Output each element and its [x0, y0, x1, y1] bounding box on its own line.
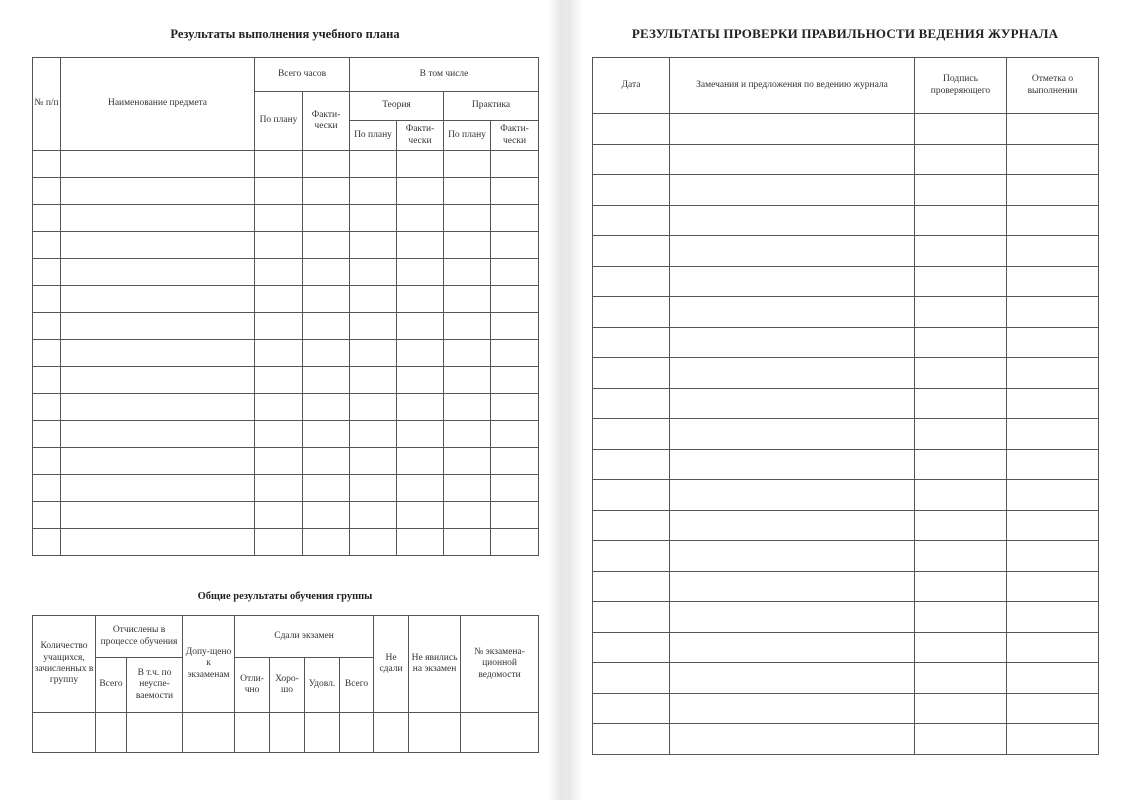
table-cell	[1007, 541, 1099, 572]
table-row	[593, 266, 1099, 297]
table-cell	[397, 232, 444, 259]
plan-title: Результаты выполнения учебного плана	[170, 27, 400, 41]
table-cell	[593, 602, 670, 633]
table-row	[593, 175, 1099, 206]
table-row	[33, 340, 539, 367]
table-row	[593, 205, 1099, 236]
table-cell	[670, 327, 915, 358]
table-cell	[255, 394, 303, 421]
table-cell	[183, 713, 235, 753]
table-cell	[915, 510, 1007, 541]
table-cell	[303, 448, 350, 475]
table-cell	[593, 571, 670, 602]
satisfactory-header: Удовл.	[305, 658, 340, 713]
table-cell	[1007, 327, 1099, 358]
table-cell	[397, 367, 444, 394]
table-cell	[1007, 266, 1099, 297]
table-cell	[303, 502, 350, 529]
table-cell	[61, 178, 255, 205]
table-cell	[33, 232, 61, 259]
table-cell	[670, 388, 915, 419]
table-cell	[1007, 236, 1099, 267]
table-cell	[444, 475, 491, 502]
table-cell	[303, 232, 350, 259]
table-cell	[397, 205, 444, 232]
table-cell	[350, 178, 397, 205]
table-cell	[61, 367, 255, 394]
table-cell	[1007, 632, 1099, 663]
table-cell	[397, 178, 444, 205]
table-cell	[444, 367, 491, 394]
table-cell	[915, 480, 1007, 511]
page-gutter-shadow-left	[548, 0, 562, 800]
table-cell	[670, 358, 915, 389]
results-entry-row	[33, 713, 539, 753]
table-cell	[915, 449, 1007, 480]
table-cell	[33, 178, 61, 205]
table-cell	[61, 286, 255, 313]
table-cell	[255, 286, 303, 313]
table-cell	[33, 713, 96, 753]
table-cell	[915, 205, 1007, 236]
table-cell	[444, 151, 491, 178]
table-cell	[397, 286, 444, 313]
table-cell	[61, 313, 255, 340]
table-cell	[1007, 449, 1099, 480]
table-cell	[915, 175, 1007, 206]
table-cell	[491, 421, 539, 448]
table-cell	[593, 114, 670, 145]
table-cell	[461, 713, 539, 753]
not-appeared-header: Не явились на экзамен	[409, 616, 461, 713]
table-cell	[1007, 388, 1099, 419]
table-cell	[255, 367, 303, 394]
table-cell	[670, 663, 915, 694]
date-header: Дата	[593, 58, 670, 114]
table-row	[593, 144, 1099, 175]
table-cell	[350, 286, 397, 313]
practice-header: Практика	[444, 92, 539, 121]
table-cell	[350, 448, 397, 475]
excellent-header: Отли-чно	[235, 658, 270, 713]
table-cell	[305, 713, 340, 753]
table-cell	[303, 178, 350, 205]
table-cell	[397, 394, 444, 421]
table-cell	[397, 340, 444, 367]
table-row	[33, 286, 539, 313]
table-cell	[1007, 571, 1099, 602]
table-row	[33, 367, 539, 394]
table-cell	[915, 327, 1007, 358]
theory-by-plan-header: По плану	[350, 121, 397, 151]
table-cell	[33, 313, 61, 340]
table-row	[593, 419, 1099, 450]
table-row	[33, 394, 539, 421]
group-results-table	[32, 615, 539, 753]
table-cell	[1007, 205, 1099, 236]
table-cell	[670, 693, 915, 724]
table-cell	[593, 724, 670, 755]
table-cell	[350, 151, 397, 178]
table-cell	[409, 713, 461, 753]
table-cell	[235, 713, 270, 753]
table-row	[33, 448, 539, 475]
table-cell	[670, 571, 915, 602]
students-count-header: Количество учащихся, зачисленных в группу	[33, 616, 96, 713]
including-header: В том числе	[350, 58, 539, 92]
table-cell	[255, 259, 303, 286]
table-cell	[491, 394, 539, 421]
table-cell	[270, 713, 305, 753]
table-cell	[593, 693, 670, 724]
table-row	[33, 421, 539, 448]
table-row	[593, 114, 1099, 145]
table-cell	[1007, 144, 1099, 175]
table-cell	[915, 632, 1007, 663]
table-cell	[444, 178, 491, 205]
table-cell	[444, 421, 491, 448]
num-header: № п/п	[33, 58, 61, 151]
table-cell	[255, 421, 303, 448]
table-cell	[593, 175, 670, 206]
table-cell	[303, 259, 350, 286]
table-cell	[340, 713, 374, 753]
table-cell	[491, 286, 539, 313]
table-cell	[670, 541, 915, 572]
table-cell	[61, 448, 255, 475]
subject-header: Наименование предмета	[61, 58, 255, 151]
table-row	[593, 449, 1099, 480]
table-cell	[96, 713, 127, 753]
table-cell	[33, 475, 61, 502]
table-row	[593, 632, 1099, 663]
table-cell	[33, 340, 61, 367]
table-cell	[350, 502, 397, 529]
table-cell	[915, 114, 1007, 145]
table-cell	[593, 663, 670, 694]
table-cell	[491, 178, 539, 205]
table-cell	[61, 205, 255, 232]
table-cell	[1007, 114, 1099, 145]
completion-header: Отметка о выполнении	[1007, 58, 1099, 114]
table-row	[33, 529, 539, 556]
table-cell	[1007, 602, 1099, 633]
table-cell	[670, 419, 915, 450]
table-cell	[61, 232, 255, 259]
table-row	[593, 724, 1099, 755]
passed-exams-header: Сдали экзамен	[235, 616, 374, 658]
table-cell	[670, 114, 915, 145]
table-cell	[915, 144, 1007, 175]
table-cell	[303, 475, 350, 502]
table-cell	[444, 232, 491, 259]
table-cell	[1007, 510, 1099, 541]
table-cell	[255, 313, 303, 340]
table-cell	[670, 510, 915, 541]
table-cell	[255, 151, 303, 178]
table-cell	[33, 259, 61, 286]
table-cell	[593, 510, 670, 541]
table-cell	[491, 502, 539, 529]
theory-actual-header: Факти-чески	[397, 121, 444, 151]
table-cell	[255, 529, 303, 556]
table-cell	[255, 340, 303, 367]
table-cell	[350, 259, 397, 286]
table-cell	[1007, 358, 1099, 389]
table-cell	[670, 449, 915, 480]
table-cell	[593, 236, 670, 267]
not-passed-header: Не сдали	[374, 616, 409, 713]
table-cell	[374, 713, 409, 753]
table-cell	[593, 266, 670, 297]
expelled-header: Отчислены в процессе обучения	[96, 616, 183, 658]
table-cell	[33, 502, 61, 529]
table-cell	[1007, 724, 1099, 755]
table-cell	[255, 205, 303, 232]
table-cell	[33, 205, 61, 232]
table-cell	[444, 529, 491, 556]
table-row	[593, 236, 1099, 267]
table-cell	[1007, 297, 1099, 328]
theory-header: Теория	[350, 92, 444, 121]
table-cell	[491, 259, 539, 286]
table-cell	[915, 693, 1007, 724]
table-row	[593, 388, 1099, 419]
table-cell	[593, 388, 670, 419]
table-cell	[61, 259, 255, 286]
table-cell	[491, 475, 539, 502]
table-cell	[670, 266, 915, 297]
table-row	[593, 693, 1099, 724]
table-cell	[670, 144, 915, 175]
table-cell	[303, 205, 350, 232]
page-gutter-shadow-right	[568, 0, 582, 800]
table-cell	[444, 448, 491, 475]
remarks-header: Замечания и предложения по ведению журнала	[670, 58, 915, 114]
table-row	[593, 510, 1099, 541]
practice-by-plan-header: По плану	[444, 121, 491, 151]
table-row	[33, 151, 539, 178]
table-cell	[255, 502, 303, 529]
table-row	[593, 541, 1099, 572]
table-cell	[350, 475, 397, 502]
table-cell	[303, 313, 350, 340]
table-cell	[61, 394, 255, 421]
table-cell	[1007, 663, 1099, 694]
table-cell	[491, 232, 539, 259]
table-cell	[915, 236, 1007, 267]
table-cell	[444, 313, 491, 340]
table-cell	[350, 367, 397, 394]
table-cell	[915, 571, 1007, 602]
table-row	[33, 502, 539, 529]
table-cell	[350, 205, 397, 232]
table-cell	[593, 358, 670, 389]
table-row	[593, 358, 1099, 389]
table-cell	[303, 367, 350, 394]
table-cell	[350, 340, 397, 367]
table-cell	[33, 286, 61, 313]
table-cell	[915, 388, 1007, 419]
group-results-title: Общие результаты обучения группы	[197, 591, 373, 602]
table-cell	[670, 236, 915, 267]
table-cell	[915, 602, 1007, 633]
table-cell	[33, 529, 61, 556]
table-cell	[1007, 419, 1099, 450]
table-cell	[1007, 693, 1099, 724]
table-cell	[593, 541, 670, 572]
table-cell	[491, 340, 539, 367]
table-cell	[593, 327, 670, 358]
table-cell	[1007, 480, 1099, 511]
table-cell	[593, 144, 670, 175]
table-row	[33, 259, 539, 286]
table-cell	[397, 529, 444, 556]
table-cell	[491, 313, 539, 340]
table-cell	[670, 602, 915, 633]
table-cell	[593, 449, 670, 480]
table-cell	[350, 421, 397, 448]
table-cell	[303, 529, 350, 556]
table-cell	[33, 151, 61, 178]
table-cell	[397, 475, 444, 502]
table-cell	[255, 475, 303, 502]
table-cell	[61, 340, 255, 367]
table-cell	[303, 421, 350, 448]
table-cell	[444, 502, 491, 529]
table-cell	[593, 205, 670, 236]
table-cell	[670, 175, 915, 206]
table-cell	[33, 448, 61, 475]
table-row	[593, 480, 1099, 511]
table-row	[33, 205, 539, 232]
table-cell	[350, 394, 397, 421]
table-cell	[397, 151, 444, 178]
table-cell	[915, 541, 1007, 572]
table-cell	[397, 448, 444, 475]
signature-header: Подпись проверяющего	[915, 58, 1007, 114]
journal-check-table	[592, 57, 1099, 755]
table-cell	[397, 259, 444, 286]
table-cell	[491, 367, 539, 394]
table-row	[593, 663, 1099, 694]
expelled-failing-header: В т.ч. по неуспе-ваемости	[127, 658, 183, 713]
table-cell	[397, 421, 444, 448]
table-cell	[491, 205, 539, 232]
table-cell	[127, 713, 183, 753]
table-cell	[444, 394, 491, 421]
table-cell	[491, 448, 539, 475]
table-cell	[255, 178, 303, 205]
journal-title: РЕЗУЛЬТАТЫ ПРОВЕРКИ ПРАВИЛЬНОСТИ ВЕДЕНИЯ ЖУРНАЛА	[631, 26, 1059, 41]
table-cell	[915, 297, 1007, 328]
table-cell	[350, 232, 397, 259]
table-cell	[444, 340, 491, 367]
table-cell	[670, 480, 915, 511]
table-cell	[33, 421, 61, 448]
table-cell	[303, 151, 350, 178]
table-cell	[444, 205, 491, 232]
by-plan-header: По плану	[255, 92, 303, 151]
admitted-header: Допу-щено к экзаменам	[183, 616, 235, 713]
table-cell	[61, 529, 255, 556]
expelled-total-header: Всего	[96, 658, 127, 713]
table-row	[33, 475, 539, 502]
passed-total-header: Всего	[340, 658, 374, 713]
table-cell	[915, 266, 1007, 297]
table-cell	[915, 724, 1007, 755]
table-cell	[61, 151, 255, 178]
table-cell	[491, 529, 539, 556]
total-hours-header: Всего часов	[255, 58, 350, 92]
table-cell	[33, 394, 61, 421]
table-row	[593, 327, 1099, 358]
table-row	[593, 297, 1099, 328]
table-cell	[491, 151, 539, 178]
table-cell	[915, 358, 1007, 389]
table-cell	[61, 502, 255, 529]
table-cell	[255, 232, 303, 259]
actual-header: Факти-чески	[303, 92, 350, 151]
table-cell	[1007, 175, 1099, 206]
table-row	[33, 178, 539, 205]
table-cell	[593, 419, 670, 450]
table-cell	[593, 632, 670, 663]
table-cell	[915, 419, 1007, 450]
table-cell	[61, 421, 255, 448]
exam-sheet-header: № экзамена-ционной ведомости	[461, 616, 539, 713]
table-cell	[670, 205, 915, 236]
good-header: Хоро-шо	[270, 658, 305, 713]
table-cell	[303, 394, 350, 421]
table-cell	[61, 475, 255, 502]
table-cell	[670, 632, 915, 663]
table-cell	[670, 297, 915, 328]
table-cell	[397, 502, 444, 529]
table-cell	[350, 313, 397, 340]
table-cell	[255, 448, 303, 475]
table-cell	[670, 724, 915, 755]
table-row	[593, 602, 1099, 633]
table-cell	[397, 313, 444, 340]
table-row	[593, 571, 1099, 602]
table-row	[33, 232, 539, 259]
table-cell	[303, 340, 350, 367]
table-cell	[444, 259, 491, 286]
table-cell	[303, 286, 350, 313]
table-cell	[593, 480, 670, 511]
table-cell	[444, 286, 491, 313]
table-cell	[350, 529, 397, 556]
table-cell	[33, 367, 61, 394]
practice-actual-header: Факти-чески	[491, 121, 539, 151]
table-cell	[915, 663, 1007, 694]
table-cell	[593, 297, 670, 328]
table-row	[33, 313, 539, 340]
study-plan-table	[32, 57, 539, 556]
